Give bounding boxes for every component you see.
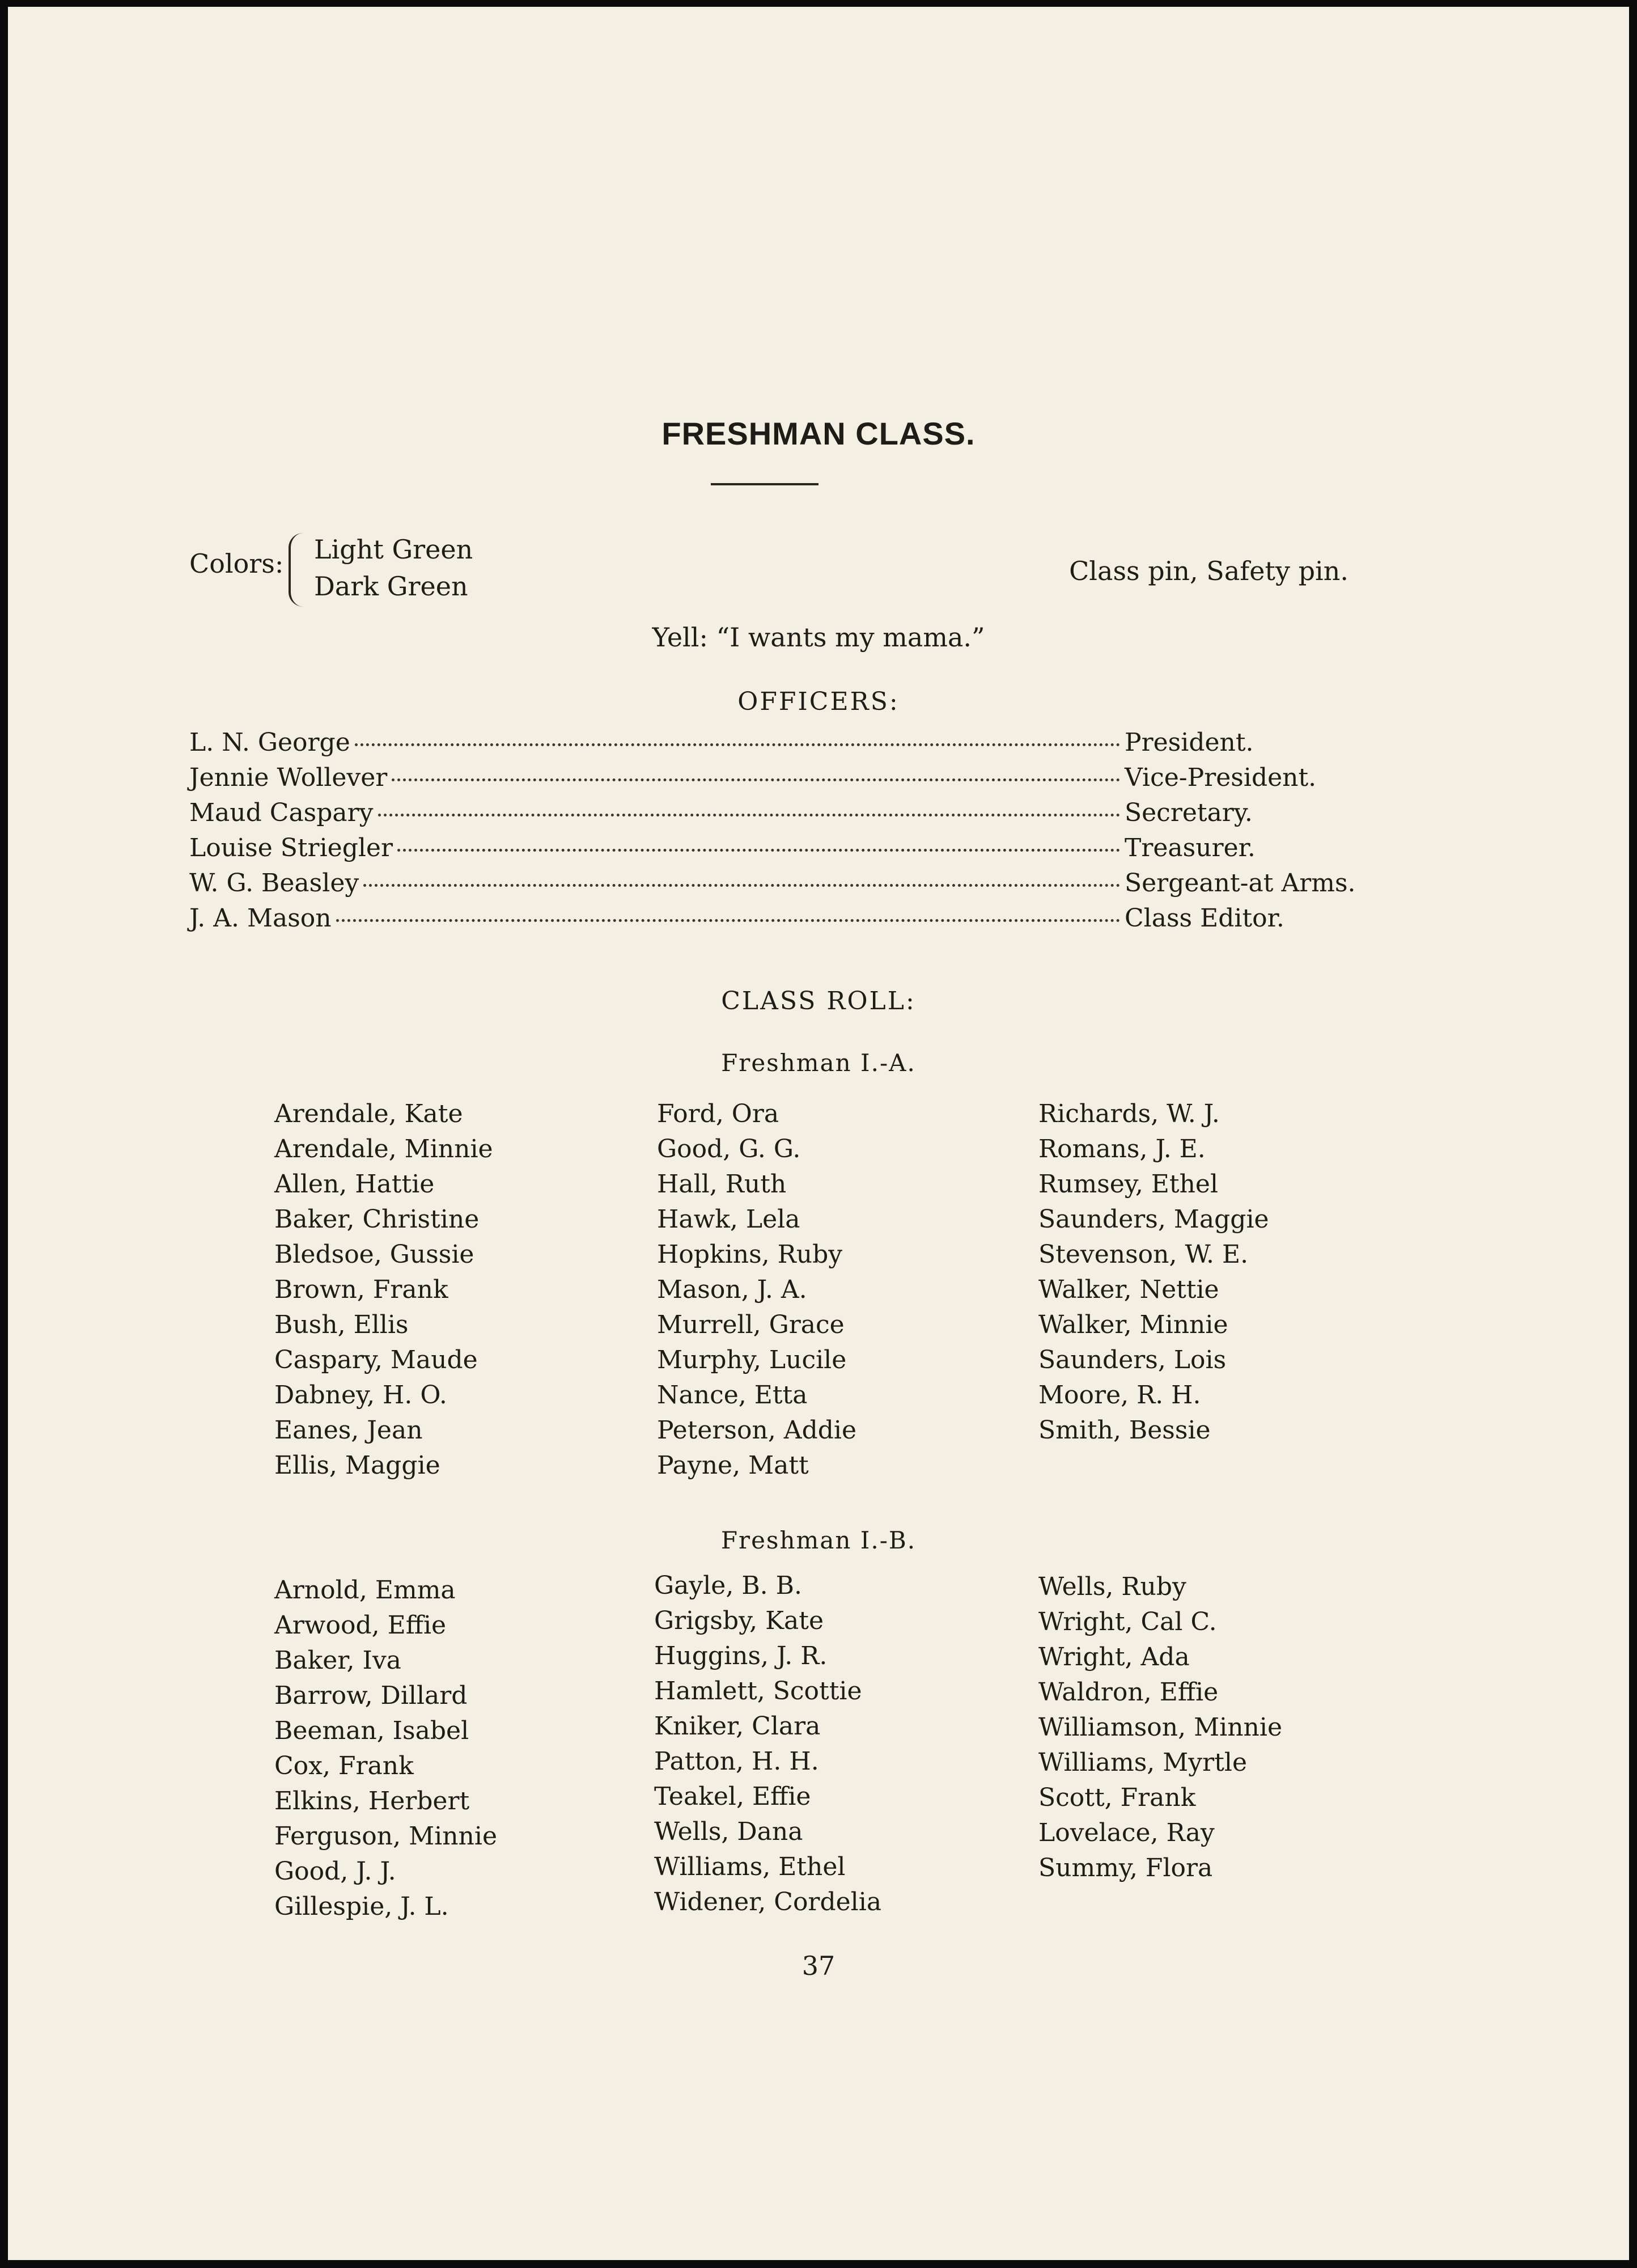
class-yell: Yell: “I wants my mama.” <box>652 622 985 653</box>
list-item: Good, J. J. <box>274 1857 396 1886</box>
list-item: Nance, Etta <box>657 1381 808 1410</box>
list-item: Allen, Hattie <box>274 1170 435 1199</box>
list-item: Good, G. G. <box>657 1135 801 1163</box>
list-item: Bush, Ellis <box>274 1310 409 1339</box>
roll-column-1b-1 <box>274 1573 626 1924</box>
list-item: Caspary, Maude <box>274 1345 478 1374</box>
list-item: Saunders, Maggie <box>1038 1205 1269 1234</box>
section-heading-1b: Freshman I.-B. <box>720 1526 917 1554</box>
title-divider <box>711 483 818 485</box>
list-item: Moore, R. H. <box>1038 1381 1201 1410</box>
page-title: FRESHMAN CLASS. <box>661 416 976 451</box>
officer-title: Class Editor. <box>1125 904 1284 933</box>
officer-name: W. G. Beasley <box>189 869 359 898</box>
color-light-green: Light Green <box>314 534 473 565</box>
list-item: Baker, Iva <box>274 1646 401 1675</box>
list-item: Hawk, Lela <box>657 1205 800 1234</box>
roll-column-1b-2 <box>654 1568 1006 1920</box>
list-item: Williamson, Minnie <box>1038 1713 1282 1742</box>
officer-row <box>189 763 1346 798</box>
dot-leader <box>397 849 1120 852</box>
officer-name: J. A. Mason <box>189 904 332 933</box>
officer-title: President. <box>1125 728 1254 757</box>
list-item: Mason, J. A. <box>657 1275 807 1304</box>
class-roll-heading: CLASS ROLL: <box>721 987 916 1015</box>
officer-title: Treasurer. <box>1125 833 1256 862</box>
list-item: Walker, Minnie <box>1038 1310 1228 1339</box>
roll-column-1a-2 <box>657 1097 1008 1483</box>
officer-row <box>189 798 1346 833</box>
list-item: Wells, Ruby <box>1038 1572 1186 1601</box>
list-item: Summy, Flora <box>1038 1854 1213 1882</box>
officer-title: Sergeant-at Arms. <box>1125 869 1356 898</box>
list-item: Murphy, Lucile <box>657 1345 847 1374</box>
officer-row <box>189 869 1356 904</box>
list-item: Barrow, Dillard <box>274 1681 468 1710</box>
list-item: Hamlett, Scottie <box>654 1677 862 1706</box>
list-item: Richards, W. J. <box>1038 1099 1220 1128</box>
dot-leader <box>392 778 1120 781</box>
list-item: Arwood, Effie <box>274 1611 447 1640</box>
officer-name: Jennie Wollever <box>189 763 388 792</box>
dot-leader <box>336 919 1120 922</box>
list-item: Lovelace, Ray <box>1038 1818 1215 1847</box>
list-item: Wells, Dana <box>654 1817 803 1846</box>
list-item: Gayle, B. B. <box>654 1571 802 1600</box>
dot-leader <box>355 743 1120 746</box>
list-item: Teakel, Effie <box>654 1782 811 1811</box>
list-item: Huggins, J. R. <box>654 1641 828 1670</box>
list-item: Arendale, Kate <box>274 1099 463 1128</box>
officers-list <box>189 728 1356 939</box>
list-item: Wright, Cal C. <box>1038 1607 1217 1636</box>
list-item: Peterson, Addie <box>657 1416 857 1445</box>
list-item: Brown, Frank <box>274 1275 448 1304</box>
list-item: Kniker, Clara <box>654 1712 821 1741</box>
officer-title: Secretary. <box>1125 798 1253 827</box>
list-item: Waldron, Effie <box>1038 1678 1219 1707</box>
list-item: Williams, Myrtle <box>1038 1748 1247 1777</box>
roll-column-1b-3 <box>1038 1569 1390 1886</box>
list-item: Patton, H. H. <box>654 1747 819 1776</box>
list-item: Beeman, Isabel <box>274 1716 469 1745</box>
list-item: Saunders, Lois <box>1038 1345 1227 1374</box>
list-item: Stevenson, W. E. <box>1038 1240 1249 1269</box>
colors-label: Colors: <box>189 548 284 579</box>
list-item: Payne, Matt <box>657 1451 809 1480</box>
list-item: Gillespie, J. L. <box>274 1892 449 1921</box>
list-item: Walker, Nettie <box>1038 1275 1219 1304</box>
list-item: Widener, Cordelia <box>654 1888 882 1916</box>
page-number: 37 <box>801 1950 836 1981</box>
list-item: Williams, Ethel <box>654 1852 846 1881</box>
dot-leader <box>363 884 1120 887</box>
officer-name: Maud Caspary <box>189 798 374 827</box>
list-item: Ford, Ora <box>657 1099 779 1128</box>
list-item: Arendale, Minnie <box>274 1135 493 1163</box>
list-item: Ellis, Maggie <box>274 1451 440 1480</box>
dot-leader <box>378 814 1120 816</box>
list-item: Baker, Christine <box>274 1205 480 1234</box>
list-item: Arnold, Emma <box>274 1576 456 1605</box>
section-heading-1a: Freshman I.-A. <box>721 1049 916 1077</box>
colors-brace <box>289 533 303 607</box>
list-item: Wright, Ada <box>1038 1643 1190 1672</box>
officer-row <box>189 904 1346 939</box>
officer-row <box>189 728 1346 763</box>
roll-column-1a-3 <box>1038 1097 1390 1448</box>
list-item: Smith, Bessie <box>1038 1416 1211 1445</box>
list-item: Cox, Frank <box>274 1751 414 1780</box>
officer-row <box>189 833 1346 869</box>
list-item: Rumsey, Ethel <box>1038 1170 1219 1199</box>
color-dark-green: Dark Green <box>314 571 468 602</box>
list-item: Scott, Frank <box>1038 1783 1196 1812</box>
roll-column-1a-1 <box>274 1097 626 1483</box>
list-item: Eanes, Jean <box>274 1416 423 1445</box>
list-item: Dabney, H. O. <box>274 1381 447 1410</box>
list-item: Hall, Ruth <box>657 1170 787 1199</box>
class-pin: Class pin, Safety pin. <box>1069 556 1348 586</box>
officer-title: Vice-President. <box>1125 763 1317 792</box>
list-item: Elkins, Herbert <box>274 1787 470 1816</box>
list-item: Hopkins, Ruby <box>657 1240 843 1269</box>
list-item: Ferguson, Minnie <box>274 1822 497 1851</box>
officer-name: Louise Striegler <box>189 833 393 862</box>
document-page <box>8 7 1629 2260</box>
list-item: Bledsoe, Gussie <box>274 1240 474 1269</box>
officer-name: L. N. George <box>189 728 350 757</box>
officers-heading: OFFICERS: <box>737 687 900 716</box>
list-item: Grigsby, Kate <box>654 1606 824 1635</box>
list-item: Murrell, Grace <box>657 1310 845 1339</box>
list-item: Romans, J. E. <box>1038 1135 1206 1163</box>
